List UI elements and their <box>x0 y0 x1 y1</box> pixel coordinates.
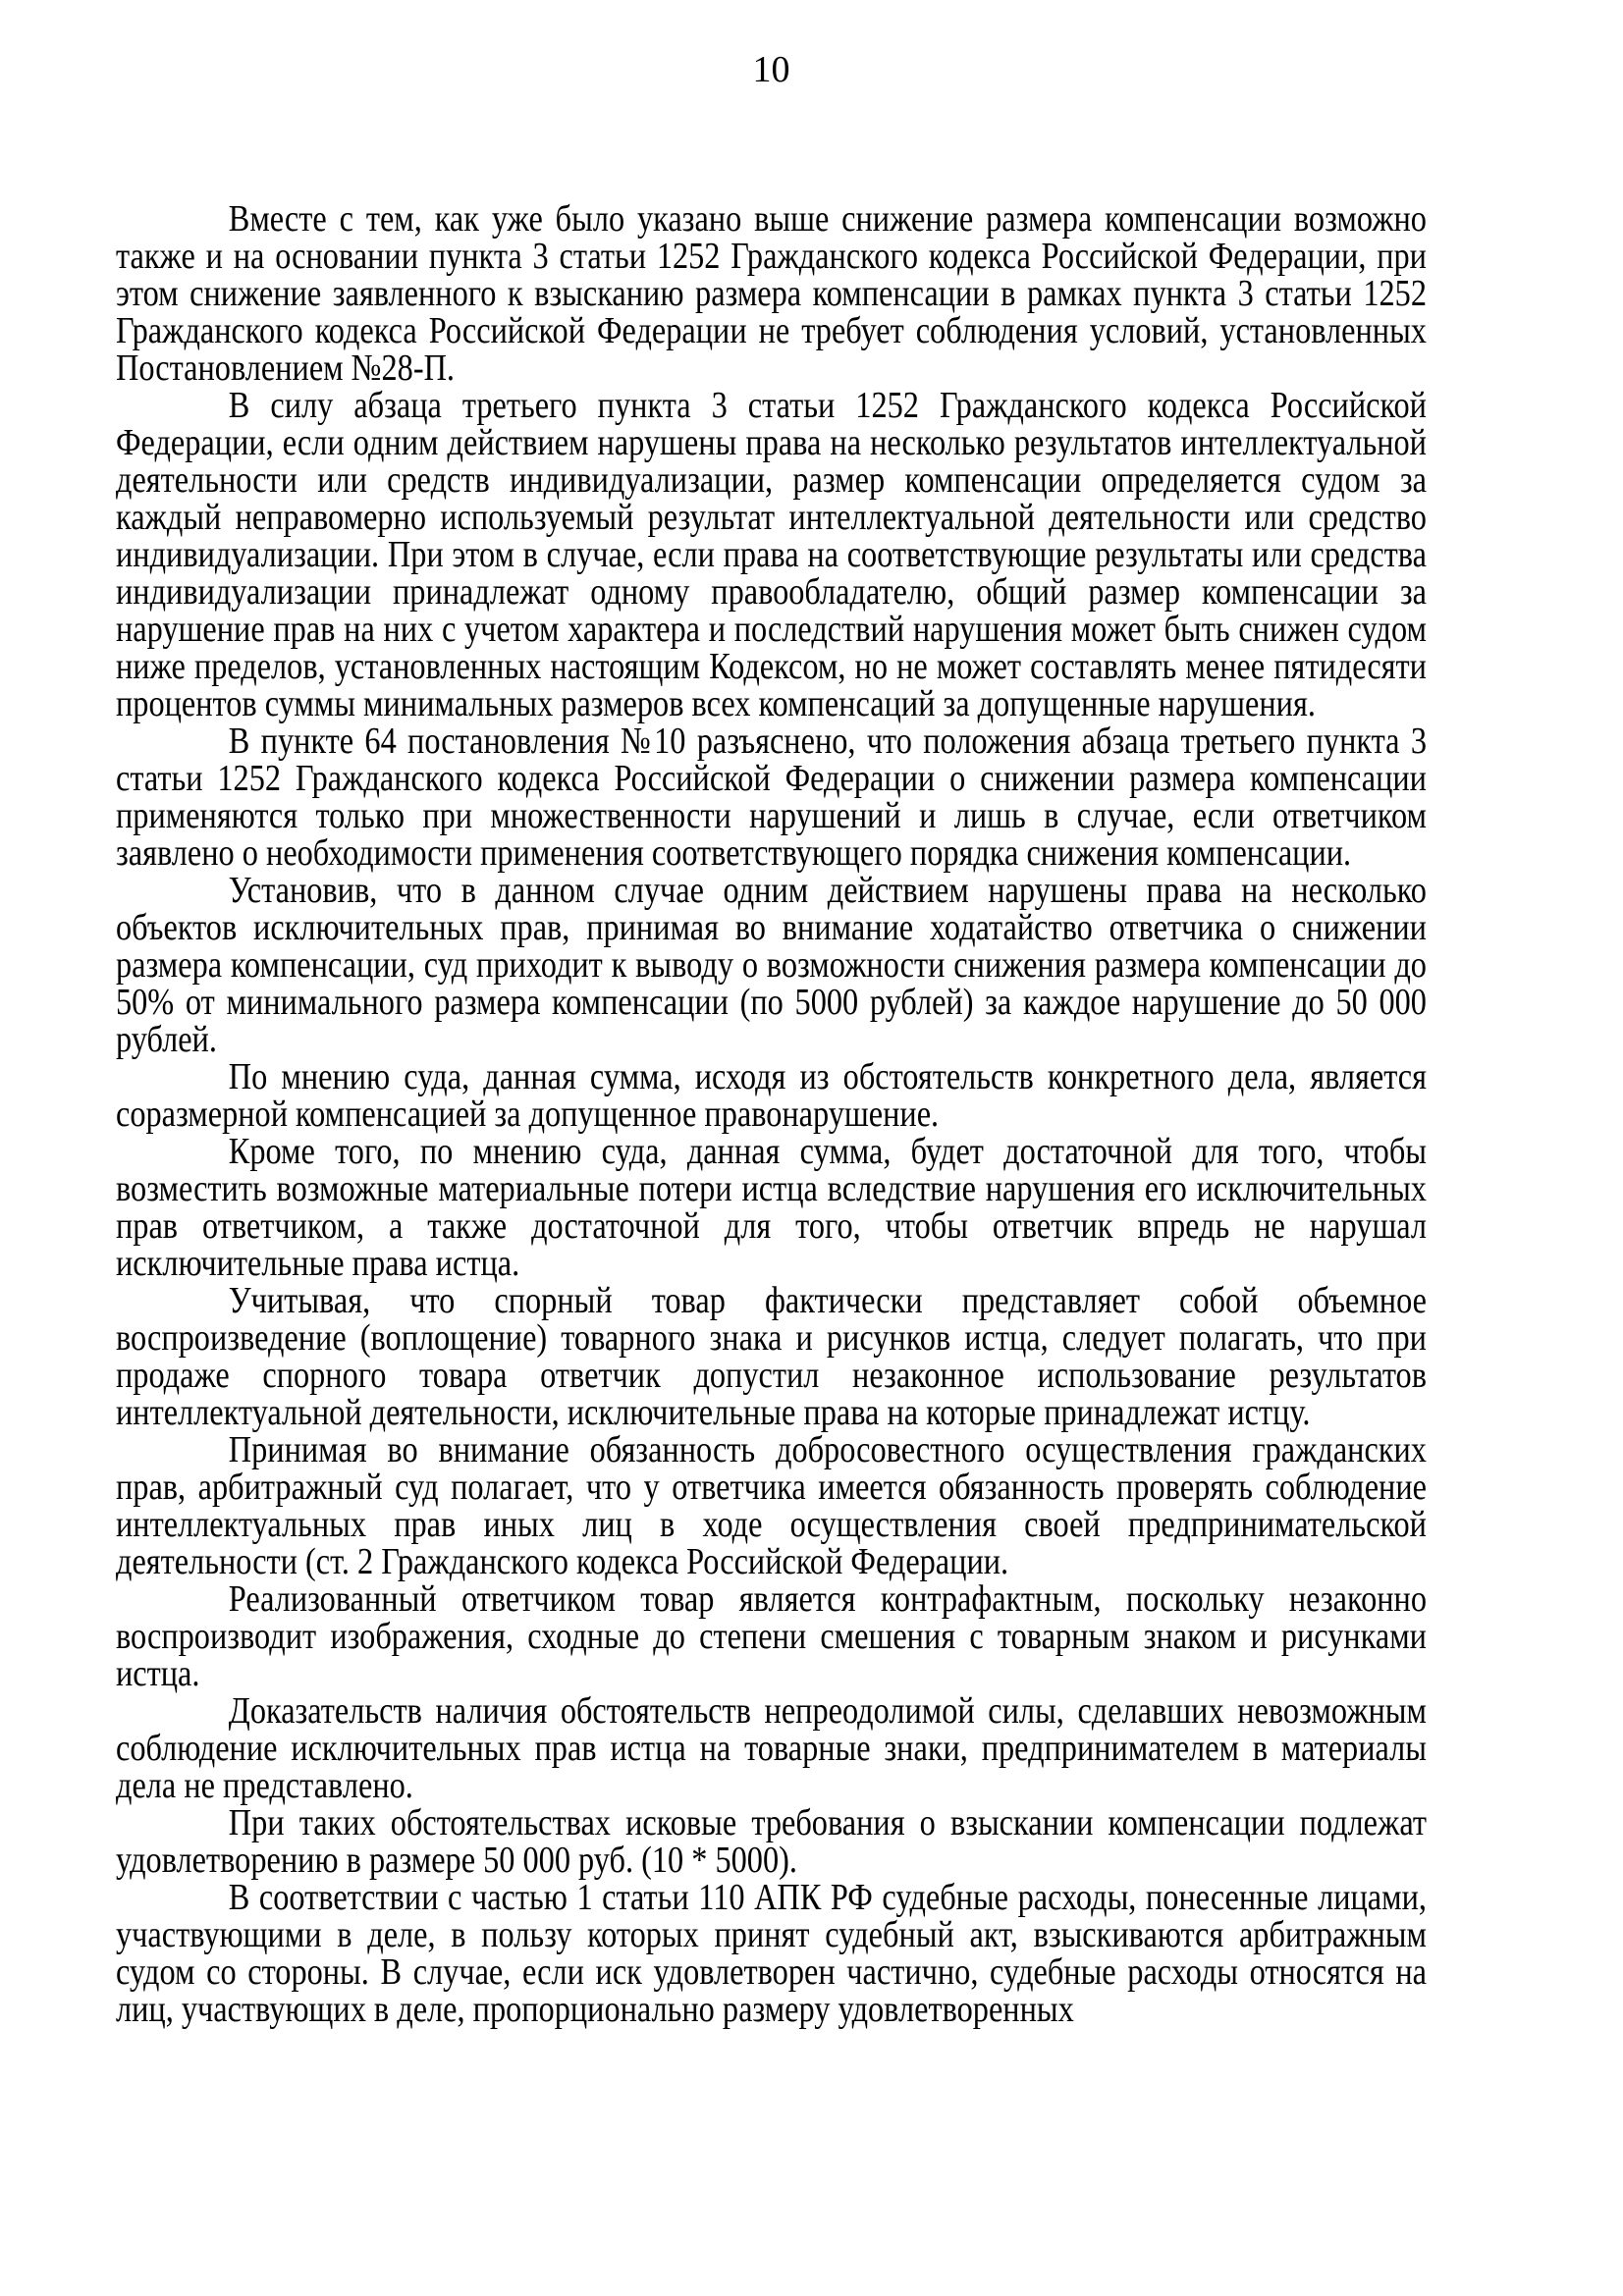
paragraph-4: Установив, что в данном случае одним действием нарушены права на несколько объектов исключительных прав, принимая во внимание ходатайство ответчика о снижении размера компенсации, суд приходит к выводу о возможности снижения размера компенсации до 50% от минимального размера компенсации (по 5000 рублей) за каждое нарушение до 50 000 рублей. <box>116 870 1427 1060</box>
page-number: 10 <box>752 49 790 90</box>
paragraph-12: В соответствии с частью 1 статьи 110 АПК РФ судебные расходы, понесенные лицами, участвующими в деле, в пользу которых принят судебный акт, взыскиваются арбитражным судом со стороны. В случае, если иск удовлетворен частично, судебные расходы относятся на лиц, участвующих в деле, пропорционально размеру удовлетворенных <box>116 1877 1427 2030</box>
paragraph-2: В силу абзаца третьего пункта 3 статьи 1252 Гражданского кодекса Российской Федерации, если одним действием нарушены права на несколько результатов интеллектуальной деятельности или средств индивидуализации, размер компенсации определяется судом за каждый неправомерно используемый результат интеллектуальной деятельности или средство индивидуализации. При этом в случае, если права на соответствующие результаты или средства индивидуализации принадлежат одному правообладателю, общий размер компенсации за нарушение прав на них с учетом характера и последствий нарушения может быть снижен судом ниже пределов, установленных настоящим Кодексом, но не может составлять менее пятидесяти процентов суммы минимальных размеров всех компенсаций за допущенные нарушения. <box>116 385 1427 724</box>
paragraph-8: Принимая во внимание обязанность добросовестного осуществления гражданских прав, арбитражный суд полагает, что у ответчика имеется обязанность проверять соблюдение интеллектуальных прав иных лиц в ходе осуществления своей предпринимательской деятельности (ст. 2 Гражданского кодекса Российской Федерации. <box>116 1429 1427 1582</box>
paragraph-5: По мнению суда, данная сумма, исходя из обстоятельств конкретного дела, является соразмерной компенсацией за допущенное правонарушение. <box>116 1056 1427 1135</box>
paragraph-9: Реализованный ответчиком товар является контрафактным, поскольку незаконно воспроизводит изображения, сходные до степени смешения с товарным знаком и рисунками истца. <box>116 1578 1427 1694</box>
paragraph-11: При таких обстоятельствах исковые требования о взыскании компенсации подлежат удовлетворению в размере 50 000 руб. (10 * 5000). <box>116 1802 1427 1881</box>
paragraph-7: Учитывая, что спорный товар фактически представляет собой объемное воспроизведение (воплощение) товарного знака и рисунков истца, следует полагать, что при продаже спорного товара ответчик допустил незаконное использование результатов интеллектуальной деятельности, исключительные права на которые принадлежат истцу. <box>116 1280 1427 1433</box>
paragraph-6: Кроме того, по мнению суда, данная сумма, будет достаточной для того, чтобы возместить возможные материальные потери истца вследствие нарушения его исключительных прав ответчиком, а также достаточной для того, чтобы ответчик впредь не нарушал исключительные права истца. <box>116 1131 1427 1284</box>
document-body <box>116 200 1427 2028</box>
paragraph-10: Доказательств наличия обстоятельств непреодолимой силы, сделавших невозможным соблюдение исключительных прав истца на товарные знаки, предпринимателем в материалы дела не представлено. <box>116 1690 1427 1806</box>
paragraph-1: Вместе с тем, как уже было указано выше снижение размера компенсации возможно также и на основании пункта 3 статьи 1252 Гражданского кодекса Российской Федерации, при этом снижение заявленного к взысканию размера компенсации в рамках пункта 3 статьи 1252 Гражданского кодекса Российской Федерации не требует соблюдения условий, установленных Постановлением №28-П. <box>116 198 1427 389</box>
paragraph-3: В пункте 64 постановления №10 разъяснено, что положения абзаца третьего пункта 3 статьи 1252 Гражданского кодекса Российской Федерации о снижении размера компенсации применяются только при множественности нарушений и лишь в случае, если ответчиком заявлено о необходимости применения соответствующего порядка снижения компенсации. <box>116 721 1427 874</box>
